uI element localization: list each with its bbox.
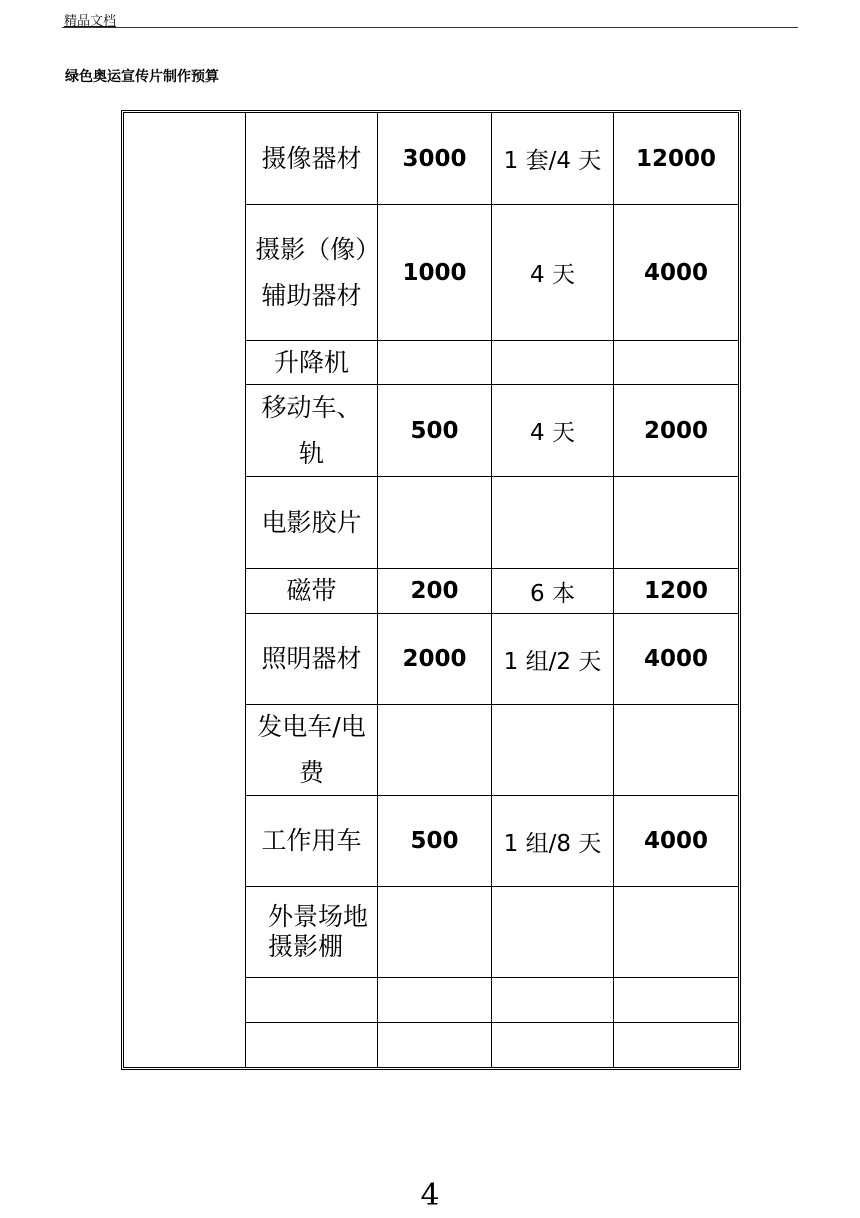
category-column bbox=[124, 113, 246, 1067]
unit-price-cell: 2000 bbox=[378, 614, 492, 704]
quantity-cell bbox=[492, 1023, 614, 1067]
unit-price-cell bbox=[378, 978, 492, 1022]
item-cell: 升降机 bbox=[246, 341, 378, 384]
unit-price-cell bbox=[378, 705, 492, 795]
quantity-cell: 1 套/4 天 bbox=[492, 113, 614, 204]
quantity-cell bbox=[492, 477, 614, 568]
unit-price-cell bbox=[378, 477, 492, 568]
total-cell bbox=[614, 887, 738, 977]
item-cell: 磁带 bbox=[246, 569, 378, 613]
table-row bbox=[246, 614, 738, 705]
item-cell: 照明器材 bbox=[246, 614, 378, 704]
table-row bbox=[246, 205, 738, 341]
item-cell: 电影胶片 bbox=[246, 477, 378, 568]
total-cell bbox=[614, 705, 738, 795]
item-cell bbox=[246, 978, 378, 1022]
table-row bbox=[246, 796, 738, 887]
total-cell bbox=[614, 341, 738, 384]
header-rule bbox=[62, 27, 798, 28]
total-cell: 2000 bbox=[643, 417, 708, 444]
total-cell bbox=[614, 978, 738, 1022]
total-cell bbox=[614, 477, 738, 568]
header-label: 精品文档 bbox=[64, 14, 117, 29]
budget-grid bbox=[246, 113, 738, 1067]
table-row bbox=[246, 705, 738, 796]
item-cell: 工作用车 bbox=[246, 796, 378, 886]
total-cell: 12000 bbox=[635, 145, 717, 172]
total-cell: 1200 bbox=[643, 578, 708, 604]
unit-price-cell bbox=[378, 1023, 492, 1067]
table-row bbox=[246, 477, 738, 569]
quantity-cell bbox=[492, 887, 614, 977]
quantity-cell bbox=[492, 341, 614, 384]
quantity-cell: 1 组/8 天 bbox=[492, 796, 614, 886]
item-cell: 摄影（像）辅助器材 bbox=[246, 205, 378, 340]
total-cell bbox=[614, 1023, 738, 1067]
item-cell: 外景场地摄影棚 bbox=[246, 887, 378, 977]
budget-table bbox=[121, 110, 741, 1070]
table-row bbox=[246, 569, 738, 614]
document-title: 绿色奥运宣传片制作预算 bbox=[65, 69, 219, 85]
unit-price-cell: 200 bbox=[378, 569, 492, 613]
item-cell bbox=[246, 1023, 378, 1067]
quantity-cell: 6 本 bbox=[492, 569, 614, 613]
unit-price-cell: 500 bbox=[378, 385, 492, 476]
quantity-cell bbox=[492, 978, 614, 1022]
table-row bbox=[246, 113, 738, 205]
unit-price-cell bbox=[378, 341, 492, 384]
item-cell: 发电车/电费 bbox=[246, 705, 378, 795]
item-cell: 摄像器材 bbox=[246, 113, 378, 204]
item-cell: 移动车、轨 bbox=[246, 385, 378, 476]
quantity-cell: 4 天 bbox=[492, 205, 614, 340]
unit-price-cell bbox=[378, 887, 492, 977]
quantity-cell: 1 组/2 天 bbox=[492, 614, 614, 704]
table-row bbox=[246, 341, 738, 385]
quantity-cell bbox=[492, 705, 614, 795]
total-cell: 4000 bbox=[643, 259, 708, 286]
total-cell: 4000 bbox=[643, 828, 708, 854]
table-row bbox=[246, 385, 738, 477]
page-number: 4 bbox=[420, 1178, 440, 1213]
quantity-cell: 4 天 bbox=[492, 385, 614, 476]
unit-price-cell: 1000 bbox=[378, 205, 492, 340]
total-cell: 4000 bbox=[643, 646, 708, 672]
table-row bbox=[246, 978, 738, 1023]
unit-price-cell: 500 bbox=[378, 796, 492, 886]
unit-price-cell: 3000 bbox=[378, 113, 492, 204]
table-row bbox=[246, 887, 738, 978]
table-row bbox=[246, 1023, 738, 1067]
